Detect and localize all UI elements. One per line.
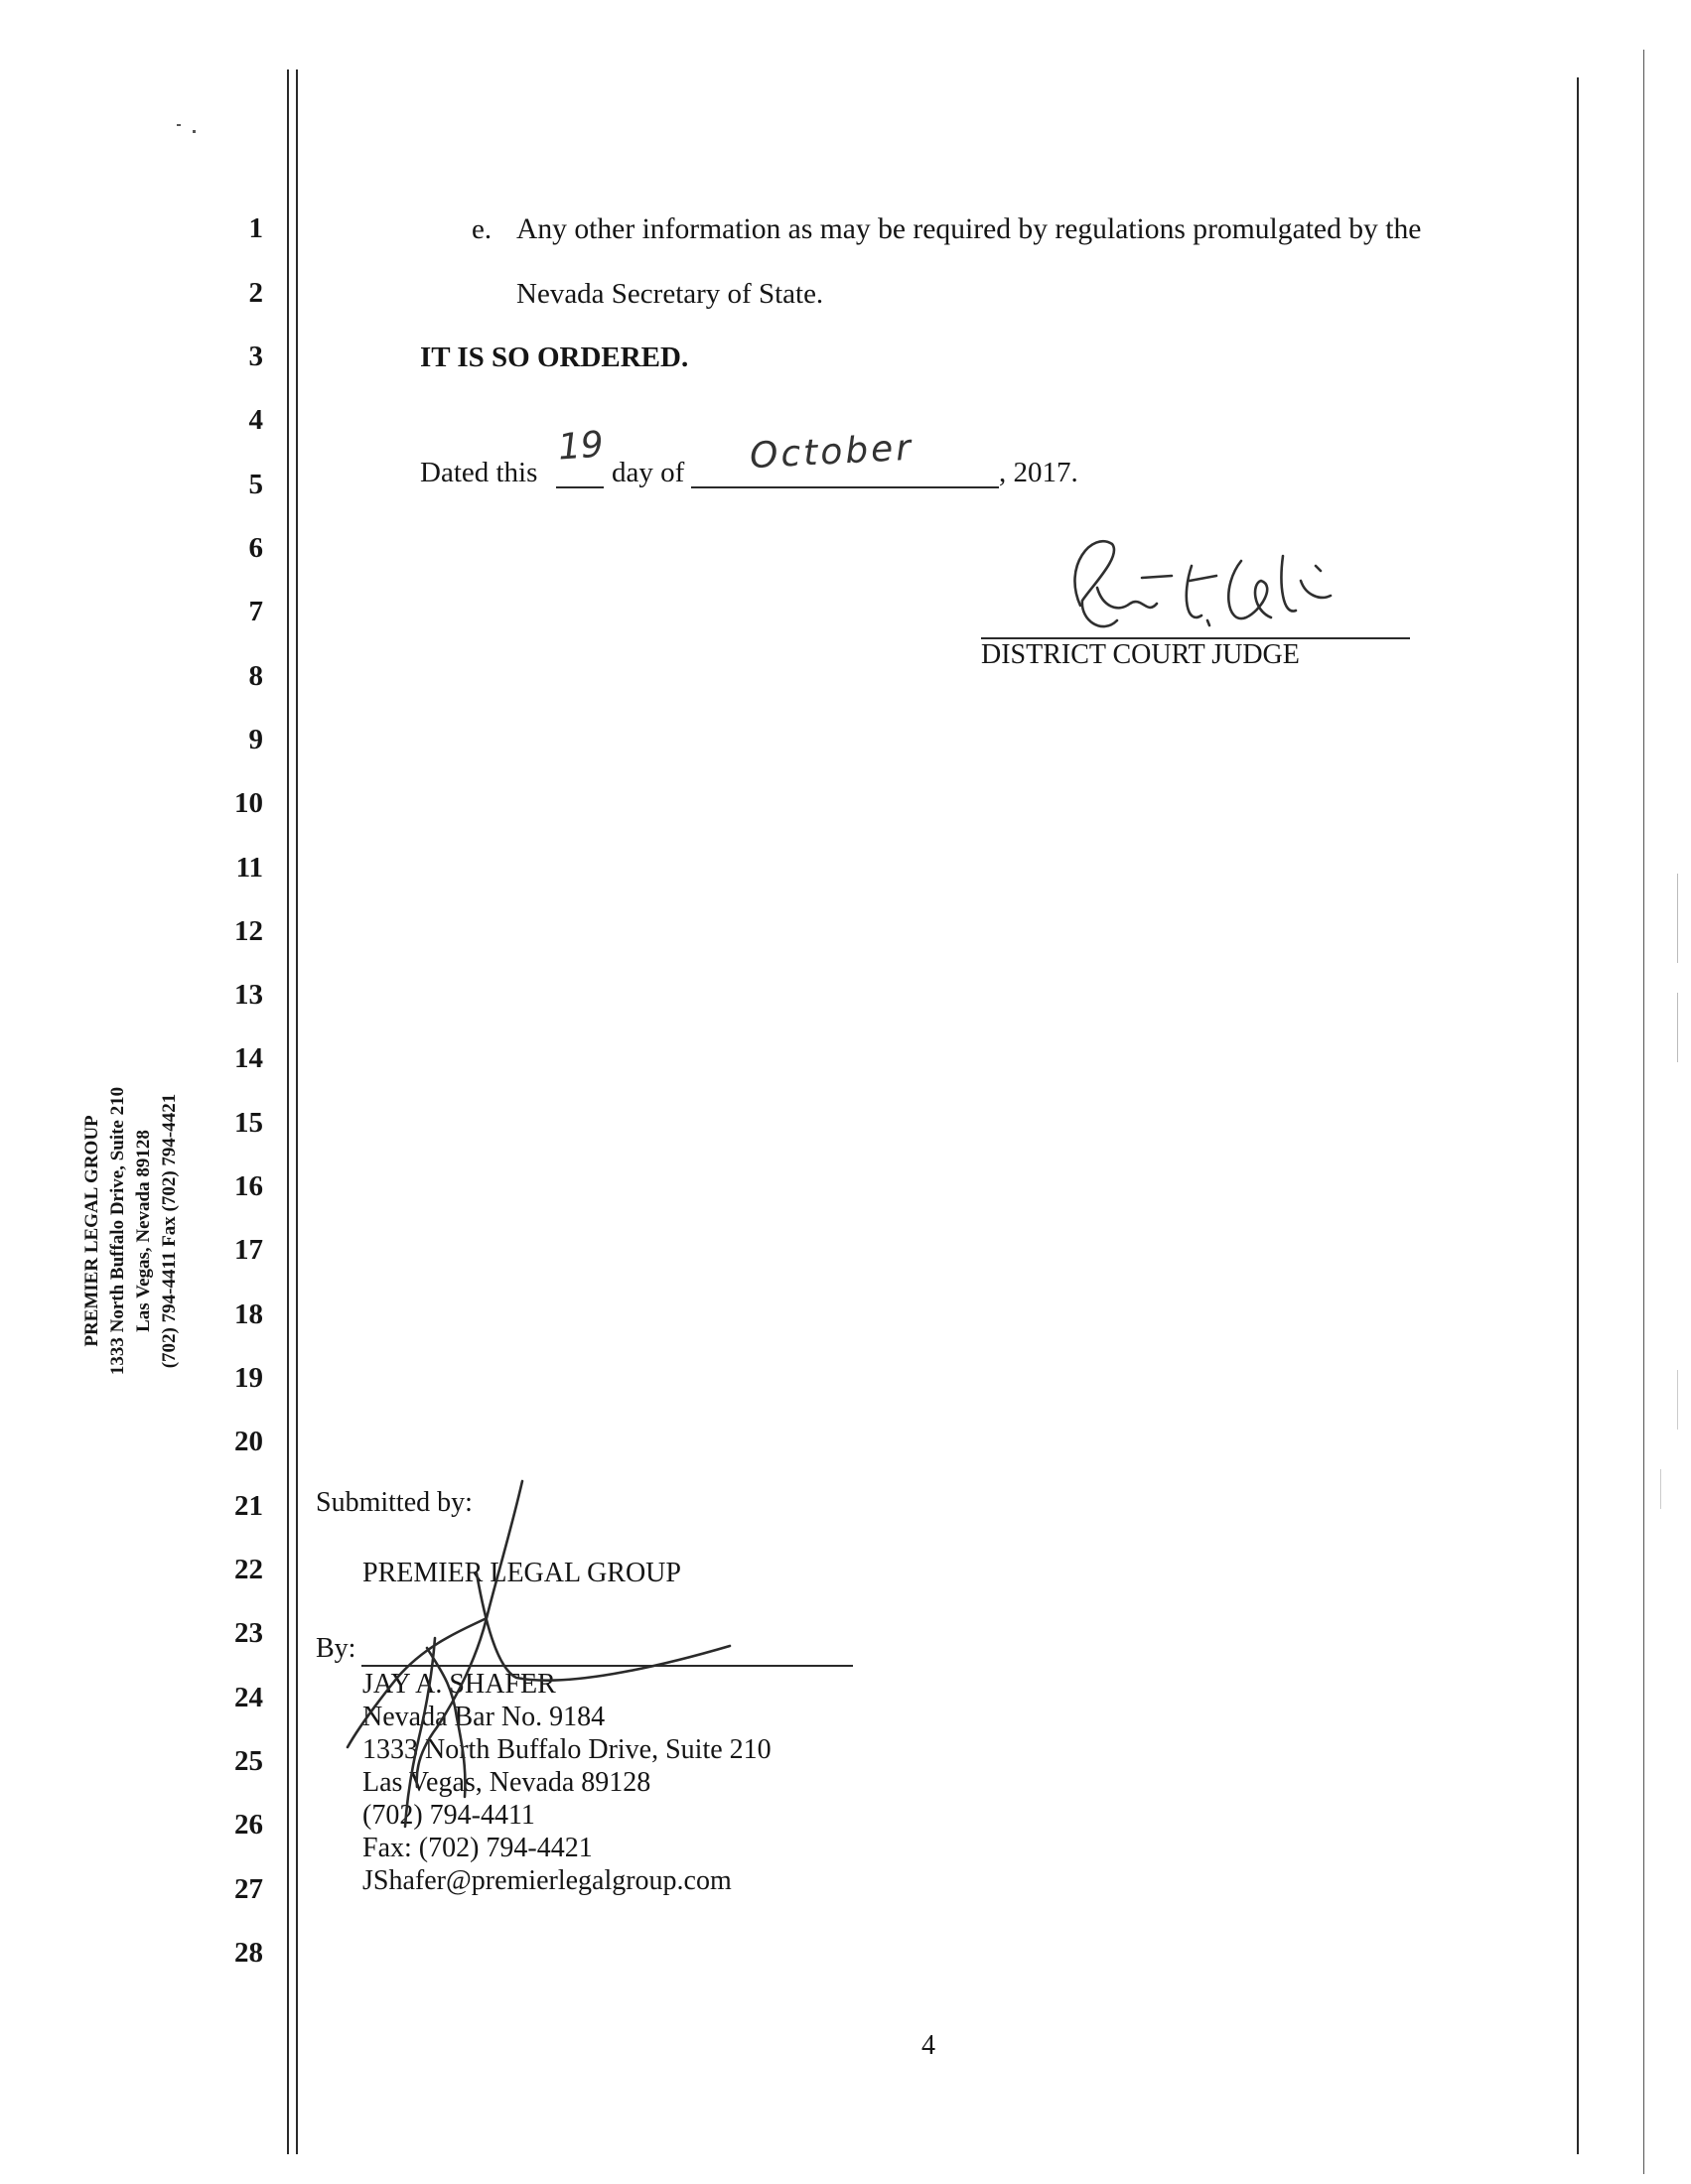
line-number: 4: [248, 404, 263, 436]
submitted-by-label: Submitted by:: [316, 1487, 473, 1518]
line-number: 17: [234, 1234, 263, 1266]
attorney-fax: Fax: (702) 794-4421: [362, 1833, 593, 1863]
line-number: 27: [234, 1873, 263, 1905]
line-number: 26: [234, 1809, 263, 1841]
day-blank-line: [556, 486, 604, 488]
line-number: 12: [234, 915, 263, 947]
attorney-email: JShafer@premierlegalgroup.com: [362, 1865, 732, 1896]
attorney-phone: (702) 794-4411: [362, 1800, 535, 1831]
line-number: 11: [235, 852, 263, 884]
line-number: 25: [234, 1745, 263, 1777]
handwritten-month: October: [749, 427, 916, 478]
line-number: 15: [234, 1107, 263, 1139]
dated-middle: day of: [612, 457, 685, 488]
line-number: 28: [234, 1937, 263, 1969]
line-number: 19: [234, 1362, 263, 1394]
dated-suffix: , 2017.: [999, 457, 1078, 488]
line-number: 9: [248, 724, 263, 755]
right-margin-rule: [1577, 77, 1579, 2154]
line-number: 23: [234, 1617, 263, 1649]
line-number: 13: [234, 979, 263, 1011]
attorney-name: JAY A. SHAFER: [362, 1669, 556, 1700]
item-e-marker: e.: [472, 213, 493, 245]
month-blank-line: [691, 486, 999, 488]
line-number: 1: [248, 212, 263, 244]
so-ordered-heading: IT IS SO ORDERED.: [420, 341, 689, 373]
line-number: 21: [234, 1490, 263, 1522]
line-number: 3: [248, 341, 263, 372]
submitted-firm: PREMIER LEGAL GROUP: [362, 1558, 681, 1588]
scan-speck: [193, 130, 196, 133]
item-e-line-2: Nevada Secretary of State.: [516, 278, 824, 310]
line-number: 8: [248, 660, 263, 692]
line-number: 10: [234, 787, 263, 819]
sidebar-letterhead: [79, 963, 238, 1499]
scan-speck: [177, 124, 181, 126]
line-number: 6: [248, 532, 263, 564]
line-number: 7: [248, 596, 263, 627]
scan-speck: [1677, 1370, 1678, 1430]
attorney-city: Las Vegas, Nevada 89128: [362, 1767, 651, 1798]
sidebar-firm-name: PREMIER LEGAL GROUP: [81, 1115, 102, 1347]
line-number: 5: [248, 469, 263, 500]
judge-title: DISTRICT COURT JUDGE: [981, 639, 1300, 670]
attorney-address: 1333 North Buffalo Drive, Suite 210: [362, 1734, 772, 1765]
line-number: 14: [234, 1042, 263, 1074]
line-number: 24: [234, 1682, 263, 1713]
page-number: 4: [921, 2030, 935, 2061]
attorney-signature: [328, 1469, 745, 1837]
line-number: 20: [234, 1426, 263, 1457]
sidebar-city: Las Vegas, Nevada 89128: [133, 1130, 154, 1332]
line-number: 18: [234, 1298, 263, 1330]
scan-speck: [1677, 874, 1678, 963]
by-label: By:: [316, 1633, 356, 1664]
left-margin-rule-inner: [296, 69, 298, 2154]
left-margin-rule-outer: [287, 69, 289, 2154]
line-number: 2: [248, 277, 263, 309]
handwritten-day: 19: [556, 424, 606, 469]
scan-speck: [1660, 1469, 1661, 1509]
scan-speck: [1677, 993, 1678, 1062]
sidebar-address: 1333 North Buffalo Drive, Suite 210: [107, 1086, 128, 1376]
item-e-line-1: Any other information as may be required by regulations promulgated by the: [516, 213, 1422, 245]
scan-edge-rule: [1643, 50, 1644, 2174]
sidebar-phones: (702) 794-4411 Fax (702) 794-4421: [159, 1093, 180, 1369]
attorney-bar-number: Nevada Bar No. 9184: [362, 1702, 606, 1732]
line-number: 22: [234, 1554, 263, 1585]
dated-prefix: Dated this: [420, 457, 538, 488]
line-number: 16: [234, 1170, 263, 1202]
